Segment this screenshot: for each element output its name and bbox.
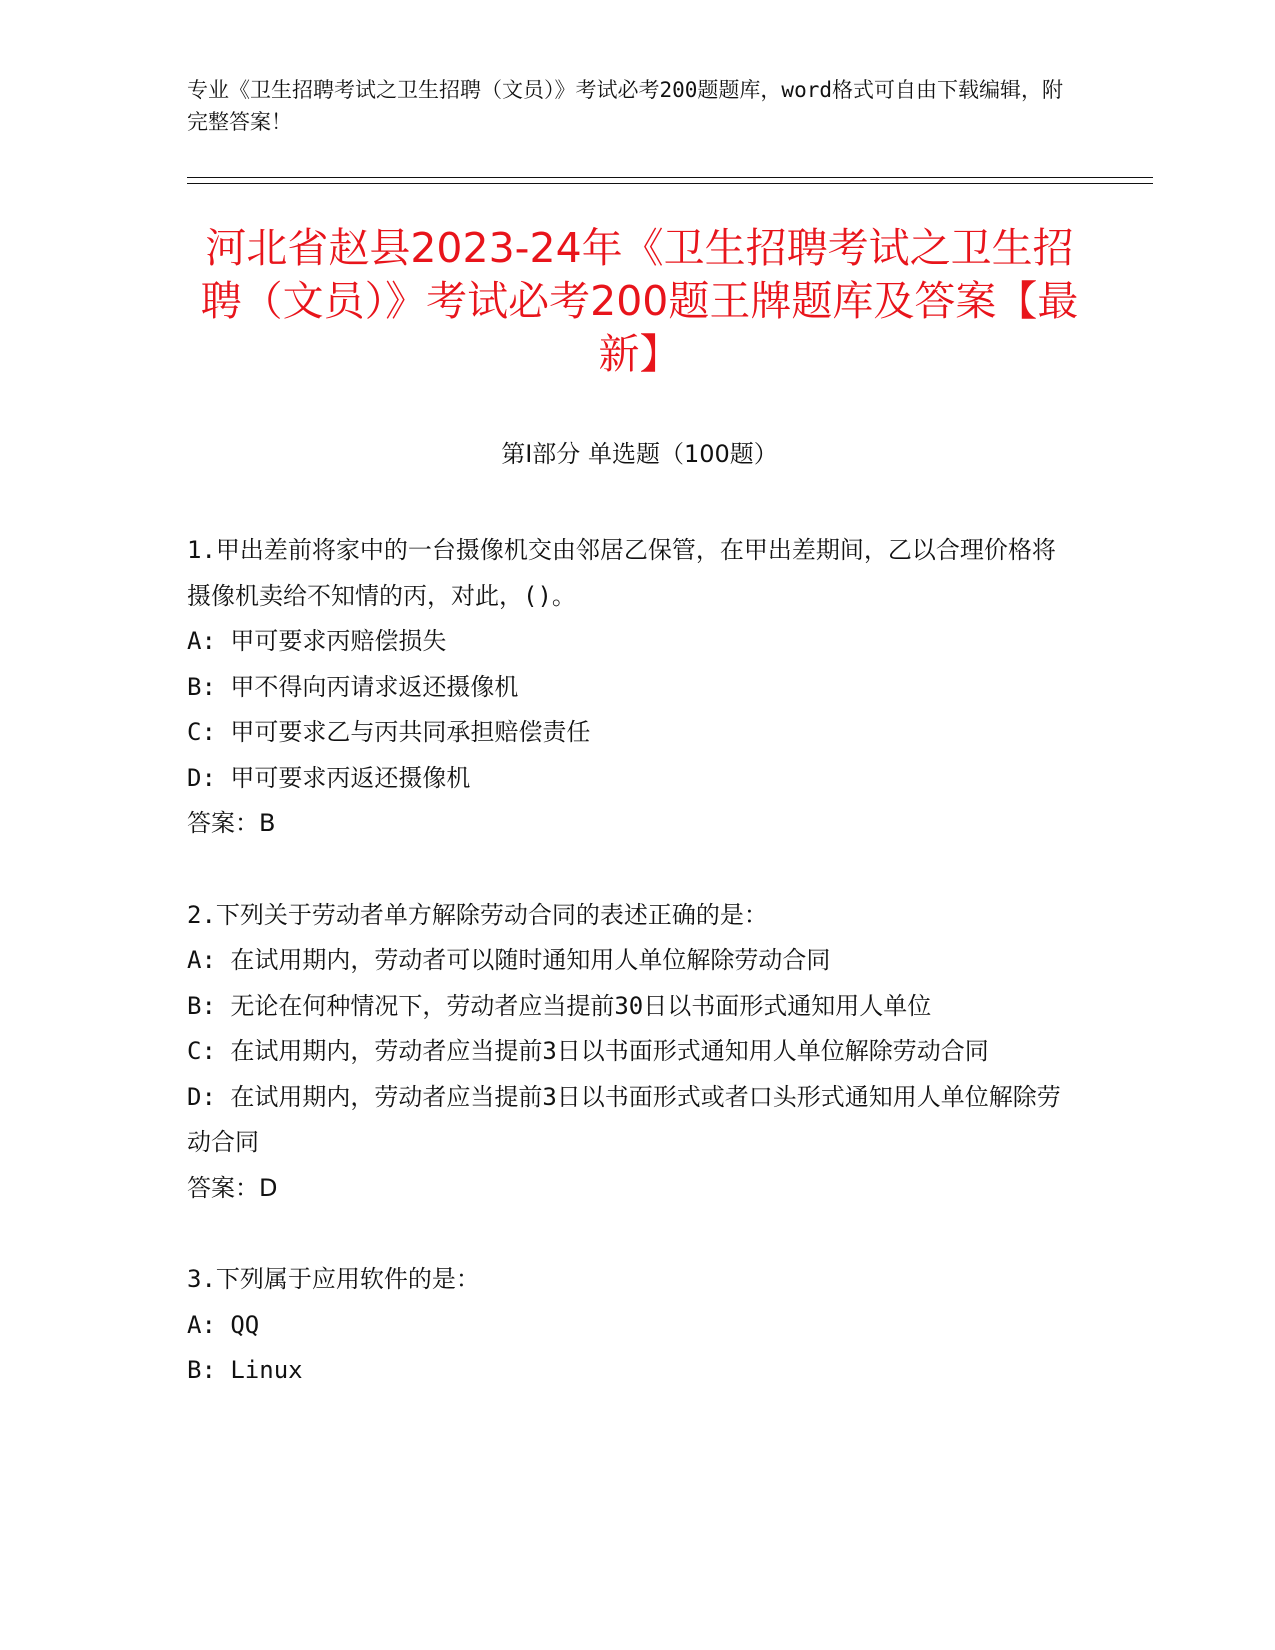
header-note: 专业《卫生招聘考试之卫生招聘（文员）》考试必考200题题库，word格式可自由下载编辑，附完整答案！ [187,78,1063,134]
document-title: 河北省赵县2023-24年《卫生招聘考试之卫生招聘（文员）》考试必考200题王牌题库及答案【最新】 [200,224,1079,378]
question-list [187,528,1067,1440]
answer: 答案：B [187,809,276,837]
option-c: C: 甲可要求乙与丙共同承担赔偿责任 [187,718,591,746]
answer: 答案：D [187,1173,278,1202]
option-b: B: 甲不得向丙请求返还摄像机 [187,672,519,701]
question-stem: 3.下列属于应用软件的是： [187,1265,480,1293]
header-divider-top [187,177,1153,178]
question-stem: 1.甲出差前将家中的一台摄像机交由邻居乙保管，在甲出差期间，乙以合理价格将摄像机卖给不知情的丙，对此，()。 [187,536,1056,610]
section-heading: 第I部分 单选题（100题） [501,440,778,468]
question-2 [187,893,1067,1212]
option-d: D: 甲可要求丙返还摄像机 [187,763,471,792]
question-1 [187,528,1067,847]
option-d: D: 在试用期内，劳动者应当提前3日以书面形式或者口头形式通知用人单位解除劳动合同 [187,1082,1061,1156]
option-a: A: 在试用期内，劳动者可以随时通知用人单位解除劳动合同 [187,946,831,974]
option-b: B: 无论在何种情况下，劳动者应当提前30日以书面形式通知用人单位 [187,991,932,1020]
option-a: A: 甲可要求丙赔偿损失 [187,627,447,655]
option-c: C: 在试用期内，劳动者应当提前3日以书面形式通知用人单位解除劳动合同 [187,1037,989,1065]
header-divider-bottom [187,183,1153,184]
question-3 [187,1257,1067,1394]
option-a: A: QQ [187,1310,260,1339]
option-b: B: Linux [187,1356,303,1384]
question-stem: 2.下列关于劳动者单方解除劳动合同的表述正确的是： [187,900,768,929]
